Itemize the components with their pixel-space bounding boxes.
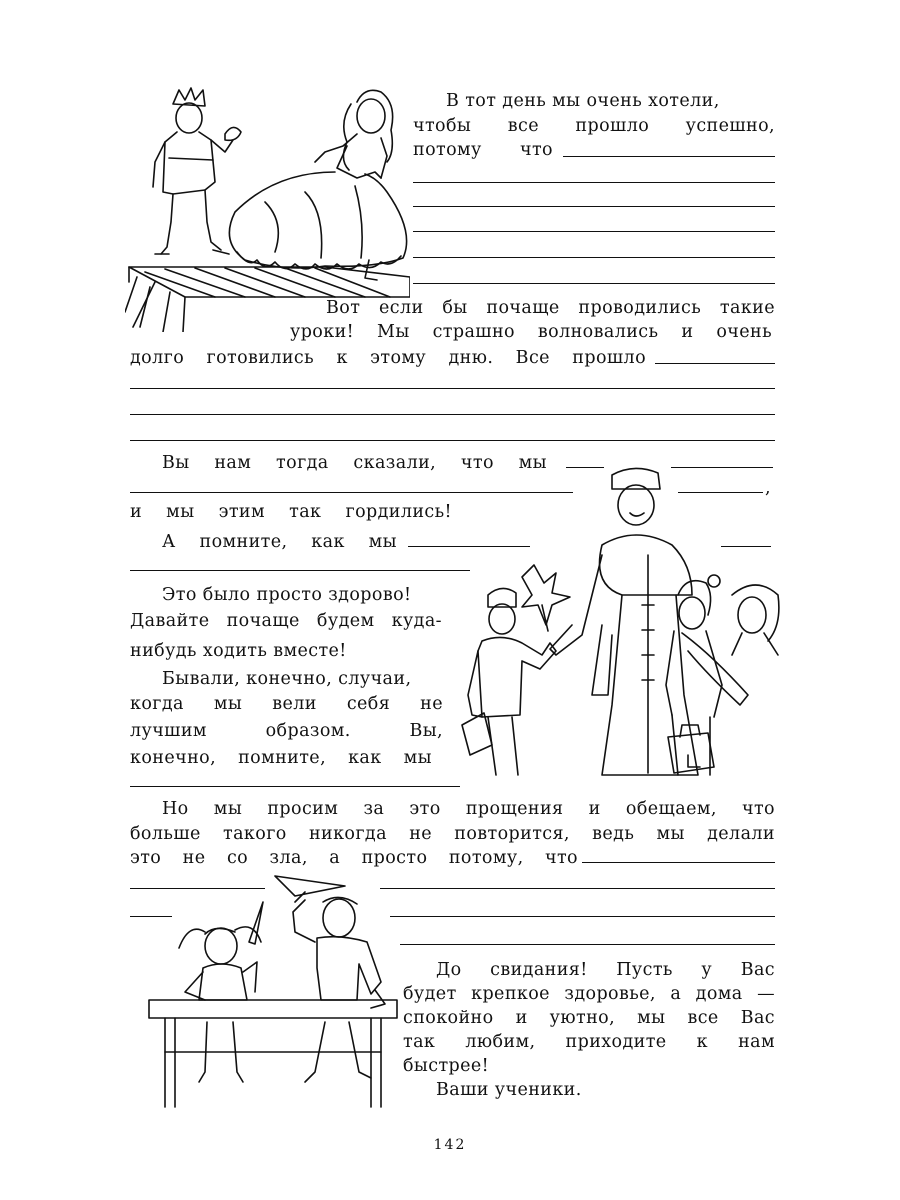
answer-line[interactable] [678,492,763,493]
answer-line[interactable] [655,363,775,364]
paragraph-line: Вы нам тогда сказали, что мы [162,453,547,473]
answer-line[interactable] [130,440,775,441]
answer-line[interactable] [130,888,265,889]
paragraph-line: уроки! Мы страшно волновались и очень [290,322,772,342]
classroom-desk-illustration [145,872,400,1112]
answer-line[interactable] [721,546,771,547]
answer-line[interactable] [413,206,775,207]
paragraph-line: будет крепкое здоровье, а дома — [403,984,775,1004]
paragraph-line: Давайте почаще будем куда- [130,611,442,631]
paragraph-line: конечно, помните, как мы [130,748,432,768]
paragraph-line: быстрее! [403,1056,490,1076]
paragraph-line: А помните, как мы [162,532,397,552]
paragraph-line: когда мы вели себя не [130,694,443,714]
answer-line[interactable] [130,414,775,415]
paragraph-line: Вот если бы почаще проводились такие [326,298,775,318]
comma: , [765,478,771,498]
answer-line[interactable] [130,916,172,917]
answer-line[interactable] [582,862,775,863]
answer-line[interactable] [380,888,775,889]
paragraph-line: это не со зла, а просто потому, что [130,848,578,868]
answer-line[interactable] [671,467,773,468]
paragraph-line: Это было просто здорово! [162,585,412,605]
answer-line[interactable] [130,388,775,389]
answer-line[interactable] [413,283,775,284]
paragraph-line: Но мы просим за это прощения и обещаем, что [162,799,775,819]
paragraph-line: Бывали, конечно, случаи, [162,669,412,689]
answer-line[interactable] [413,257,775,258]
paragraph-line: чтобы все прошло успешно, [413,116,775,136]
paragraph-line: больше такого никогда не повторится, ведь мы делали [130,824,775,844]
answer-line[interactable] [390,916,775,917]
stage-performance-illustration [125,82,410,332]
answer-line[interactable] [413,231,775,232]
paragraph-line: спокойно и уютно, мы все Вас [403,1008,775,1028]
answer-line[interactable] [400,944,775,945]
paragraph-line: и мы этим так гордились! [130,502,452,522]
paragraph-line: В тот день мы очень хотели, [446,91,720,111]
paragraph-line: так любим, приходите к нам [403,1032,775,1052]
signature: Ваши ученики. [436,1080,582,1100]
paragraph-line: нибудь ходить вместе! [130,641,347,661]
answer-line[interactable] [413,182,775,183]
paragraph-line: потому что [413,140,553,160]
paragraph-line: долго готовились к этому дню. Все прошло [130,348,646,368]
page-number: 142 [433,1137,467,1153]
answer-line[interactable] [130,786,460,787]
answer-line[interactable] [130,570,470,571]
answer-line[interactable] [130,492,573,493]
answer-line[interactable] [566,467,604,468]
answer-line[interactable] [408,546,530,547]
paragraph-line: лучшим образом. Вы, [130,721,443,741]
teacher-with-students-illustration [452,455,787,785]
paragraph-line: До свидания! Пусть у Вас [436,960,775,980]
answer-line[interactable] [563,156,775,157]
